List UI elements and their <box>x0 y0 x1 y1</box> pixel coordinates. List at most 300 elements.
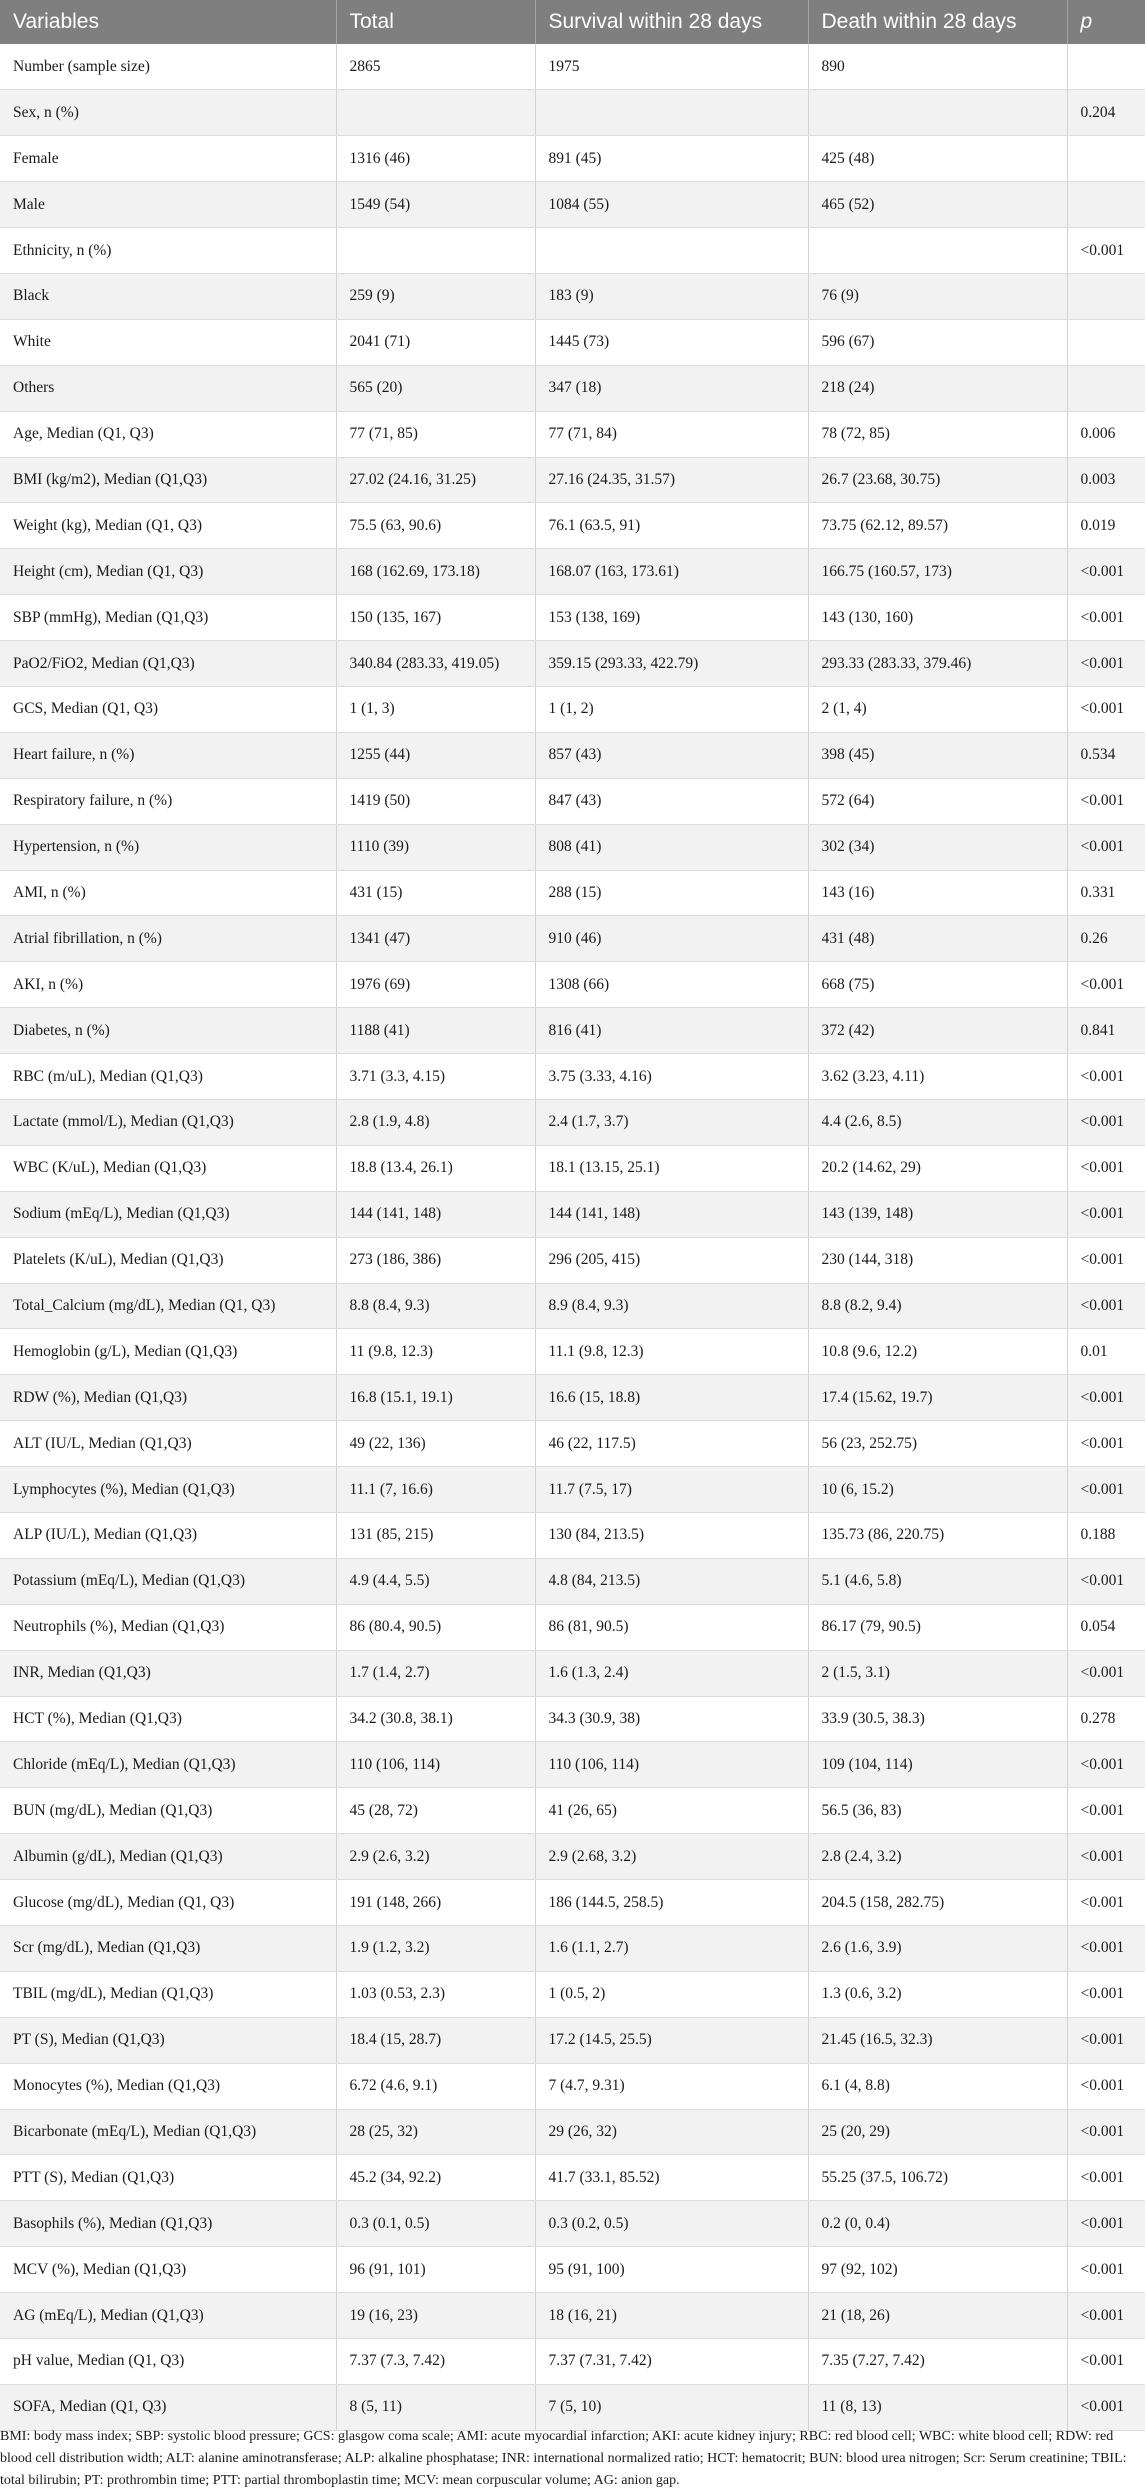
p-value-cell: 0.204 <box>1067 90 1145 136</box>
survival-cell: 95 (91, 100) <box>535 2247 808 2293</box>
p-value-cell: 0.331 <box>1067 870 1145 916</box>
death-cell: 425 (48) <box>808 136 1067 182</box>
total-cell: 11 (9.8, 12.3) <box>336 1329 535 1375</box>
survival-cell: 186 (144.5, 258.5) <box>535 1880 808 1926</box>
variable-cell: ALT (IU/L, Median (Q1,Q3) <box>0 1421 336 1467</box>
survival-cell: 144 (141, 148) <box>535 1191 808 1237</box>
variable-cell: Respiratory failure, n (%) <box>0 778 336 824</box>
table-row <box>0 1145 1145 1191</box>
table-row <box>0 90 1145 136</box>
total-cell: 45.2 (34, 92.2) <box>336 2155 535 2201</box>
p-value-cell: <0.001 <box>1067 2201 1145 2247</box>
table-row <box>0 1926 1145 1972</box>
total-cell: 1.7 (1.4, 2.7) <box>336 1650 535 1696</box>
p-value-cell: <0.001 <box>1067 1467 1145 1513</box>
total-cell: 16.8 (15.1, 19.1) <box>336 1375 535 1421</box>
table-row <box>0 2339 1145 2385</box>
total-cell <box>336 228 535 274</box>
p-value-cell: <0.001 <box>1067 962 1145 1008</box>
table-row <box>0 1467 1145 1513</box>
table-row <box>0 228 1145 274</box>
survival-cell: 1084 (55) <box>535 182 808 228</box>
variable-cell: PaO2/FiO2, Median (Q1,Q3) <box>0 641 336 687</box>
survival-cell: 1 (1, 2) <box>535 686 808 732</box>
total-cell: 1255 (44) <box>336 732 535 778</box>
variable-cell: INR, Median (Q1,Q3) <box>0 1650 336 1696</box>
total-cell: 1 (1, 3) <box>336 686 535 732</box>
total-cell: 1549 (54) <box>336 182 535 228</box>
survival-cell: 11.1 (9.8, 12.3) <box>535 1329 808 1375</box>
survival-cell: 288 (15) <box>535 870 808 916</box>
variable-cell: Albumin (g/dL), Median (Q1,Q3) <box>0 1834 336 1880</box>
table-row <box>0 365 1145 411</box>
table-row <box>0 686 1145 732</box>
total-cell <box>336 90 535 136</box>
death-cell: 5.1 (4.6, 5.8) <box>808 1558 1067 1604</box>
table-row <box>0 1880 1145 1926</box>
p-value-cell: <0.001 <box>1067 2109 1145 2155</box>
survival-cell: 17.2 (14.5, 25.5) <box>535 2017 808 2063</box>
total-cell: 431 (15) <box>336 870 535 916</box>
death-cell: 17.4 (15.62, 19.7) <box>808 1375 1067 1421</box>
total-cell: 28 (25, 32) <box>336 2109 535 2155</box>
table-row <box>0 1008 1145 1054</box>
total-cell: 86 (80.4, 90.5) <box>336 1604 535 1650</box>
p-value-cell: <0.001 <box>1067 549 1145 595</box>
variable-cell: Glucose (mg/dL), Median (Q1, Q3) <box>0 1880 336 1926</box>
p-value-cell: <0.001 <box>1067 2017 1145 2063</box>
table-row <box>0 2155 1145 2201</box>
p-value-cell <box>1067 136 1145 182</box>
total-cell: 18.8 (13.4, 26.1) <box>336 1145 535 1191</box>
table-row <box>0 1971 1145 2017</box>
header-row <box>0 0 1145 44</box>
total-cell: 2865 <box>336 44 535 90</box>
total-cell: 3.71 (3.3, 4.15) <box>336 1054 535 1100</box>
table-row <box>0 870 1145 916</box>
total-cell: 34.2 (30.8, 38.1) <box>336 1696 535 1742</box>
variable-cell: MCV (%), Median (Q1,Q3) <box>0 2247 336 2293</box>
table-row <box>0 1650 1145 1696</box>
death-cell: 86.17 (79, 90.5) <box>808 1604 1067 1650</box>
p-value-cell: <0.001 <box>1067 1788 1145 1834</box>
death-cell: 2.6 (1.6, 3.9) <box>808 1926 1067 1972</box>
total-cell: 18.4 (15, 28.7) <box>336 2017 535 2063</box>
death-cell: 465 (52) <box>808 182 1067 228</box>
survival-cell: 130 (84, 213.5) <box>535 1513 808 1559</box>
p-value-cell: <0.001 <box>1067 1742 1145 1788</box>
variable-cell: Basophils (%), Median (Q1,Q3) <box>0 2201 336 2247</box>
p-value-cell: <0.001 <box>1067 1145 1145 1191</box>
survival-cell: 0.3 (0.2, 0.5) <box>535 2201 808 2247</box>
survival-cell: 16.6 (15, 18.8) <box>535 1375 808 1421</box>
total-cell: 110 (106, 114) <box>336 1742 535 1788</box>
total-cell: 0.3 (0.1, 0.5) <box>336 2201 535 2247</box>
death-cell: 166.75 (160.57, 173) <box>808 549 1067 595</box>
table-row <box>0 2109 1145 2155</box>
variable-cell: Weight (kg), Median (Q1, Q3) <box>0 503 336 549</box>
total-cell: 1419 (50) <box>336 778 535 824</box>
variable-cell: Lymphocytes (%), Median (Q1,Q3) <box>0 1467 336 1513</box>
death-cell: 7.35 (7.27, 7.42) <box>808 2339 1067 2385</box>
death-cell: 97 (92, 102) <box>808 2247 1067 2293</box>
survival-cell: 816 (41) <box>535 1008 808 1054</box>
variable-cell: Chloride (mEq/L), Median (Q1,Q3) <box>0 1742 336 1788</box>
survival-cell: 1.6 (1.3, 2.4) <box>535 1650 808 1696</box>
survival-cell: 857 (43) <box>535 732 808 778</box>
total-cell: 1316 (46) <box>336 136 535 182</box>
total-cell: 565 (20) <box>336 365 535 411</box>
death-cell: 3.62 (3.23, 4.11) <box>808 1054 1067 1100</box>
table-row <box>0 1742 1145 1788</box>
table-row <box>0 136 1145 182</box>
survival-cell: 3.75 (3.33, 4.16) <box>535 1054 808 1100</box>
death-cell: 596 (67) <box>808 319 1067 365</box>
variable-cell: AG (mEq/L), Median (Q1,Q3) <box>0 2293 336 2339</box>
death-cell: 26.7 (23.68, 30.75) <box>808 457 1067 503</box>
variable-cell: Others <box>0 365 336 411</box>
total-cell: 1.03 (0.53, 2.3) <box>336 1971 535 2017</box>
total-cell: 8 (5, 11) <box>336 2384 535 2430</box>
table-row <box>0 962 1145 1008</box>
total-cell: 96 (91, 101) <box>336 2247 535 2293</box>
p-value-cell <box>1067 44 1145 90</box>
death-cell: 2.8 (2.4, 3.2) <box>808 1834 1067 1880</box>
variable-cell: RBC (m/uL), Median (Q1,Q3) <box>0 1054 336 1100</box>
p-value-cell: <0.001 <box>1067 1099 1145 1145</box>
survival-cell: 808 (41) <box>535 824 808 870</box>
p-value-cell: 0.01 <box>1067 1329 1145 1375</box>
survival-cell: 1 (0.5, 2) <box>535 1971 808 2017</box>
variable-cell: PTT (S), Median (Q1,Q3) <box>0 2155 336 2201</box>
variable-cell: AKI, n (%) <box>0 962 336 1008</box>
survival-cell: 168.07 (163, 173.61) <box>535 549 808 595</box>
survival-cell: 4.8 (84, 213.5) <box>535 1558 808 1604</box>
p-value-cell: <0.001 <box>1067 1421 1145 1467</box>
table-row <box>0 2293 1145 2339</box>
total-cell: 2.9 (2.6, 3.2) <box>336 1834 535 1880</box>
variable-cell: Diabetes, n (%) <box>0 1008 336 1054</box>
table-row <box>0 182 1145 228</box>
survival-cell: 86 (81, 90.5) <box>535 1604 808 1650</box>
table-row <box>0 2063 1145 2109</box>
table-row <box>0 641 1145 687</box>
total-cell: 1188 (41) <box>336 1008 535 1054</box>
death-cell: 2 (1, 4) <box>808 686 1067 732</box>
p-value-cell: <0.001 <box>1067 641 1145 687</box>
header-total: Total <box>336 0 535 44</box>
survival-cell: 18.1 (13.15, 25.1) <box>535 1145 808 1191</box>
table-row <box>0 1696 1145 1742</box>
p-value-cell: 0.003 <box>1067 457 1145 503</box>
survival-cell: 1.6 (1.1, 2.7) <box>535 1926 808 1972</box>
total-cell: 75.5 (63, 90.6) <box>336 503 535 549</box>
table-row <box>0 2201 1145 2247</box>
death-cell: 78 (72, 85) <box>808 411 1067 457</box>
table-row <box>0 1375 1145 1421</box>
p-value-cell: <0.001 <box>1067 228 1145 274</box>
survival-cell <box>535 90 808 136</box>
header-variables: Variables <box>13 10 99 33</box>
death-cell: 55.25 (37.5, 106.72) <box>808 2155 1067 2201</box>
total-cell: 11.1 (7, 16.6) <box>336 1467 535 1513</box>
table-row <box>0 778 1145 824</box>
total-cell: 1976 (69) <box>336 962 535 1008</box>
p-value-cell: <0.001 <box>1067 1558 1145 1604</box>
total-cell: 4.9 (4.4, 5.5) <box>336 1558 535 1604</box>
variable-cell: PT (S), Median (Q1,Q3) <box>0 2017 336 2063</box>
variable-cell: TBIL (mg/dL), Median (Q1,Q3) <box>0 1971 336 2017</box>
total-cell: 191 (148, 266) <box>336 1880 535 1926</box>
table-row <box>0 1099 1145 1145</box>
variable-cell: Scr (mg/dL), Median (Q1,Q3) <box>0 1926 336 1972</box>
p-value-cell: 0.188 <box>1067 1513 1145 1559</box>
death-cell: 2 (1.5, 3.1) <box>808 1650 1067 1696</box>
table-header <box>0 0 1145 44</box>
p-value-cell: 0.054 <box>1067 1604 1145 1650</box>
total-cell: 19 (16, 23) <box>336 2293 535 2339</box>
total-cell: 27.02 (24.16, 31.25) <box>336 457 535 503</box>
death-cell: 21 (18, 26) <box>808 2293 1067 2339</box>
p-value-cell: <0.001 <box>1067 1834 1145 1880</box>
survival-cell: 1445 (73) <box>535 319 808 365</box>
survival-cell: 347 (18) <box>535 365 808 411</box>
variable-cell: Lactate (mmol/L), Median (Q1,Q3) <box>0 1099 336 1145</box>
total-cell: 1341 (47) <box>336 916 535 962</box>
table-row <box>0 732 1145 778</box>
variable-cell: SBP (mmHg), Median (Q1,Q3) <box>0 595 336 641</box>
total-cell: 2041 (71) <box>336 319 535 365</box>
death-cell: 109 (104, 114) <box>808 1742 1067 1788</box>
total-cell: 259 (9) <box>336 273 535 319</box>
variable-cell: Age, Median (Q1, Q3) <box>0 411 336 457</box>
p-value-cell: <0.001 <box>1067 1650 1145 1696</box>
death-cell: 10 (6, 15.2) <box>808 1467 1067 1513</box>
p-value-cell <box>1067 273 1145 319</box>
p-value-cell: 0.841 <box>1067 1008 1145 1054</box>
death-cell: 20.2 (14.62, 29) <box>808 1145 1067 1191</box>
survival-cell: 891 (45) <box>535 136 808 182</box>
survival-cell: 8.9 (8.4, 9.3) <box>535 1283 808 1329</box>
table-row <box>0 319 1145 365</box>
variable-cell: Bicarbonate (mEq/L), Median (Q1,Q3) <box>0 2109 336 2155</box>
p-value-cell: <0.001 <box>1067 595 1145 641</box>
variable-cell: WBC (K/uL), Median (Q1,Q3) <box>0 1145 336 1191</box>
death-cell <box>808 228 1067 274</box>
death-cell: 135.73 (86, 220.75) <box>808 1513 1067 1559</box>
variable-cell: BUN (mg/dL), Median (Q1,Q3) <box>0 1788 336 1834</box>
total-cell: 2.8 (1.9, 4.8) <box>336 1099 535 1145</box>
variable-cell: BMI (kg/m2), Median (Q1,Q3) <box>0 457 336 503</box>
variable-cell: Sodium (mEq/L), Median (Q1,Q3) <box>0 1191 336 1237</box>
survival-cell: 46 (22, 117.5) <box>535 1421 808 1467</box>
death-cell: 10.8 (9.6, 12.2) <box>808 1329 1067 1375</box>
table-row <box>0 1604 1145 1650</box>
variable-cell: HCT (%), Median (Q1,Q3) <box>0 1696 336 1742</box>
variable-cell: Heart failure, n (%) <box>0 732 336 778</box>
death-cell: 6.1 (4, 8.8) <box>808 2063 1067 2109</box>
table-row <box>0 2247 1145 2293</box>
p-value-cell: <0.001 <box>1067 2293 1145 2339</box>
survival-cell: 76.1 (63.5, 91) <box>535 503 808 549</box>
total-cell: 1.9 (1.2, 3.2) <box>336 1926 535 1972</box>
table-row <box>0 1237 1145 1283</box>
variable-cell: Hemoglobin (g/L), Median (Q1,Q3) <box>0 1329 336 1375</box>
p-value-cell: <0.001 <box>1067 824 1145 870</box>
survival-cell: 7 (4.7, 9.31) <box>535 2063 808 2109</box>
death-cell: 0.2 (0, 0.4) <box>808 2201 1067 2247</box>
survival-cell: 910 (46) <box>535 916 808 962</box>
total-cell: 6.72 (4.6, 9.1) <box>336 2063 535 2109</box>
table-row <box>0 1054 1145 1100</box>
survival-cell: 7 (5, 10) <box>535 2384 808 2430</box>
variable-cell: Atrial fibrillation, n (%) <box>0 916 336 962</box>
table-row <box>0 1513 1145 1559</box>
table-row <box>0 1329 1145 1375</box>
death-cell: 372 (42) <box>808 1008 1067 1054</box>
death-cell: 56.5 (36, 83) <box>808 1788 1067 1834</box>
p-value-cell: 0.006 <box>1067 411 1145 457</box>
death-cell: 56 (23, 252.75) <box>808 1421 1067 1467</box>
table-row <box>0 1558 1145 1604</box>
table-row <box>0 44 1145 90</box>
p-value-cell: <0.001 <box>1067 778 1145 824</box>
table-row <box>0 503 1145 549</box>
table-body <box>0 44 1145 2430</box>
p-value-cell: <0.001 <box>1067 2384 1145 2430</box>
death-cell: 25 (20, 29) <box>808 2109 1067 2155</box>
survival-cell: 41.7 (33.1, 85.52) <box>535 2155 808 2201</box>
death-cell: 398 (45) <box>808 732 1067 778</box>
variable-cell: Neutrophils (%), Median (Q1,Q3) <box>0 1604 336 1650</box>
total-cell: 8.8 (8.4, 9.3) <box>336 1283 535 1329</box>
survival-cell <box>535 228 808 274</box>
total-cell: 1110 (39) <box>336 824 535 870</box>
variable-cell: Potassium (mEq/L), Median (Q1,Q3) <box>0 1558 336 1604</box>
total-cell: 7.37 (7.3, 7.42) <box>336 2339 535 2385</box>
survival-cell: 7.37 (7.31, 7.42) <box>535 2339 808 2385</box>
table-row <box>0 595 1145 641</box>
p-value-cell: <0.001 <box>1067 2063 1145 2109</box>
survival-cell: 359.15 (293.33, 422.79) <box>535 641 808 687</box>
p-value-cell: <0.001 <box>1067 2339 1145 2385</box>
death-cell: 293.33 (283.33, 379.46) <box>808 641 1067 687</box>
survival-cell: 2.9 (2.68, 3.2) <box>535 1834 808 1880</box>
survival-cell: 847 (43) <box>535 778 808 824</box>
variable-cell: Female <box>0 136 336 182</box>
header-survival: Survival within 28 days <box>535 0 808 44</box>
variable-cell: SOFA, Median (Q1, Q3) <box>0 2384 336 2430</box>
survival-cell: 34.3 (30.9, 38) <box>535 1696 808 1742</box>
p-value-cell: <0.001 <box>1067 2155 1145 2201</box>
variable-cell: RDW (%), Median (Q1,Q3) <box>0 1375 336 1421</box>
total-cell: 131 (85, 215) <box>336 1513 535 1559</box>
survival-cell: 153 (138, 169) <box>535 595 808 641</box>
table-row <box>0 916 1145 962</box>
total-cell: 168 (162.69, 173.18) <box>336 549 535 595</box>
p-value-cell: <0.001 <box>1067 1191 1145 1237</box>
variable-cell: White <box>0 319 336 365</box>
death-cell <box>808 90 1067 136</box>
p-value-cell: <0.001 <box>1067 1880 1145 1926</box>
table-row <box>0 273 1145 319</box>
table-row <box>0 1788 1145 1834</box>
death-cell: 890 <box>808 44 1067 90</box>
variable-cell: AMI, n (%) <box>0 870 336 916</box>
survival-cell: 1308 (66) <box>535 962 808 1008</box>
death-cell: 1.3 (0.6, 3.2) <box>808 1971 1067 2017</box>
table-row <box>0 549 1145 595</box>
death-cell: 572 (64) <box>808 778 1067 824</box>
variable-cell: Hypertension, n (%) <box>0 824 336 870</box>
variable-cell: GCS, Median (Q1, Q3) <box>0 686 336 732</box>
variable-cell: Male <box>0 182 336 228</box>
variable-cell: pH value, Median (Q1, Q3) <box>0 2339 336 2385</box>
death-cell: 33.9 (30.5, 38.3) <box>808 1696 1067 1742</box>
p-value-cell: <0.001 <box>1067 1375 1145 1421</box>
variable-cell: Total_Calcium (mg/dL), Median (Q1, Q3) <box>0 1283 336 1329</box>
table-row <box>0 1283 1145 1329</box>
death-cell: 4.4 (2.6, 8.5) <box>808 1099 1067 1145</box>
death-cell: 668 (75) <box>808 962 1067 1008</box>
p-value-cell: <0.001 <box>1067 1926 1145 1972</box>
death-cell: 73.75 (62.12, 89.57) <box>808 503 1067 549</box>
table-row <box>0 457 1145 503</box>
p-value-cell: <0.001 <box>1067 1283 1145 1329</box>
table-row <box>0 2017 1145 2063</box>
death-cell: 302 (34) <box>808 824 1067 870</box>
total-cell: 144 (141, 148) <box>336 1191 535 1237</box>
death-cell: 143 (139, 148) <box>808 1191 1067 1237</box>
p-value-cell: 0.534 <box>1067 732 1145 778</box>
variable-cell: Height (cm), Median (Q1, Q3) <box>0 549 336 595</box>
p-value-cell <box>1067 365 1145 411</box>
survival-cell: 183 (9) <box>535 273 808 319</box>
table-row <box>0 2384 1145 2430</box>
total-cell: 150 (135, 167) <box>336 595 535 641</box>
p-value-cell <box>1067 182 1145 228</box>
p-value-cell: <0.001 <box>1067 1971 1145 2017</box>
variable-cell: Monocytes (%), Median (Q1,Q3) <box>0 2063 336 2109</box>
table-row <box>0 411 1145 457</box>
survival-cell: 27.16 (24.35, 31.57) <box>535 457 808 503</box>
p-value-cell: <0.001 <box>1067 686 1145 732</box>
death-cell: 11 (8, 13) <box>808 2384 1067 2430</box>
variable-cell: Platelets (K/uL), Median (Q1,Q3) <box>0 1237 336 1283</box>
p-value-cell: <0.001 <box>1067 1237 1145 1283</box>
p-value-cell: 0.278 <box>1067 1696 1145 1742</box>
header-p-value: p <box>1067 0 1145 44</box>
variable-cell: Ethnicity, n (%) <box>0 228 336 274</box>
p-value-cell: <0.001 <box>1067 1054 1145 1100</box>
p-value-cell: <0.001 <box>1067 2247 1145 2293</box>
variable-cell: Number (sample size) <box>0 44 336 90</box>
table-row <box>0 1421 1145 1467</box>
table-row <box>0 1191 1145 1237</box>
survival-cell: 77 (71, 84) <box>535 411 808 457</box>
death-cell: 230 (144, 318) <box>808 1237 1067 1283</box>
survival-cell: 18 (16, 21) <box>535 2293 808 2339</box>
death-cell: 143 (16) <box>808 870 1067 916</box>
death-cell: 204.5 (158, 282.75) <box>808 1880 1067 1926</box>
death-cell: 431 (48) <box>808 916 1067 962</box>
variable-cell: Sex, n (%) <box>0 90 336 136</box>
death-cell: 8.8 (8.2, 9.4) <box>808 1283 1067 1329</box>
total-cell: 77 (71, 85) <box>336 411 535 457</box>
survival-cell: 29 (26, 32) <box>535 2109 808 2155</box>
p-value-cell: 0.26 <box>1067 916 1145 962</box>
death-cell: 76 (9) <box>808 273 1067 319</box>
